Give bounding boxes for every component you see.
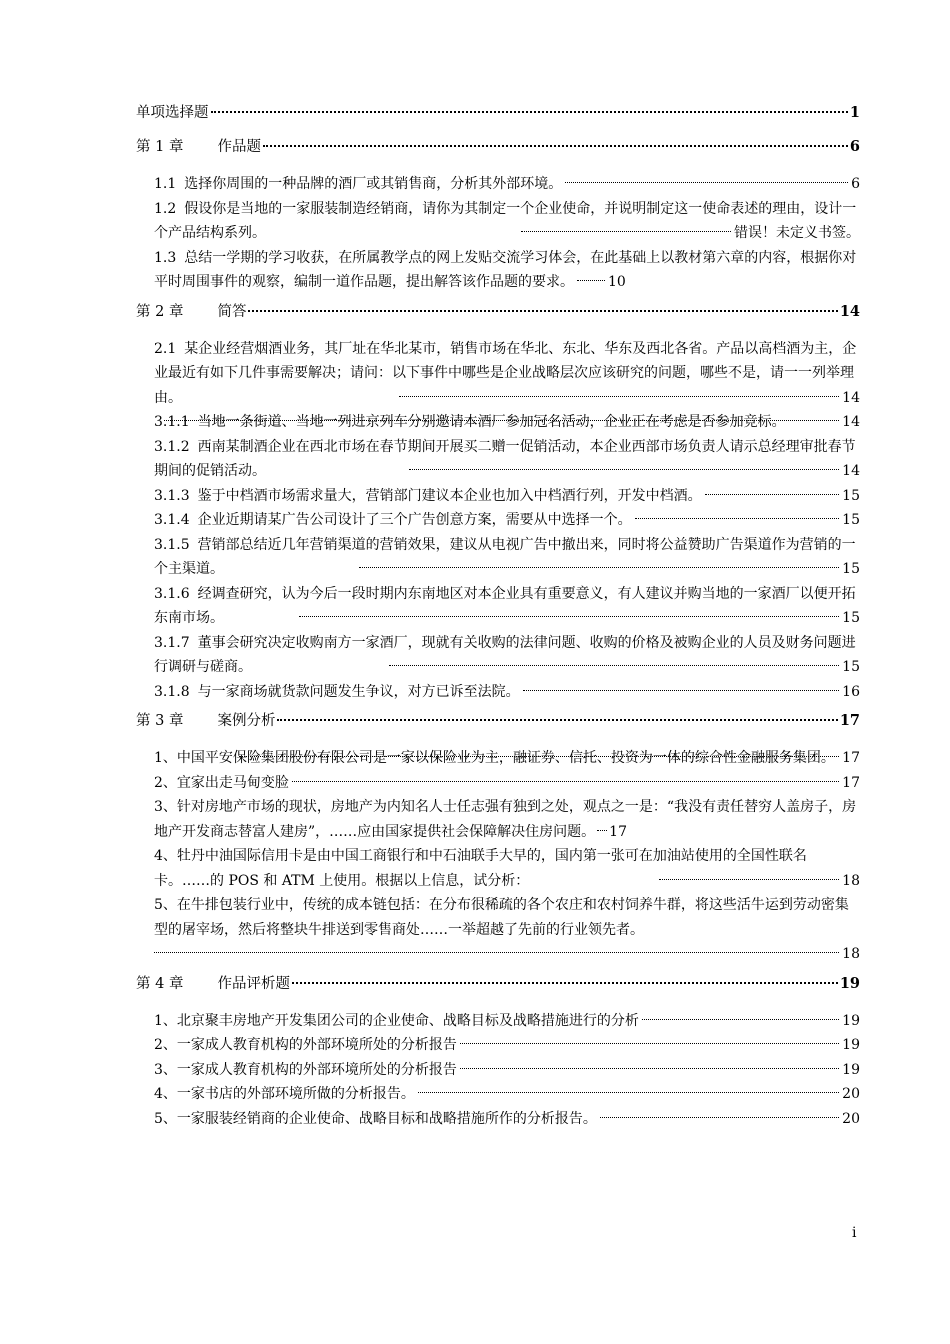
chapter-page: 14: [839, 302, 860, 320]
entry-number: 3、: [154, 799, 177, 815]
dot-leader: [277, 719, 837, 721]
entry-number: 2、: [154, 1037, 177, 1053]
entry-number: 2、: [154, 774, 177, 791]
toc-chapter[interactable]: [136, 295, 860, 329]
dot-leader: [635, 518, 840, 519]
toc-entry[interactable]: [136, 410, 860, 435]
entry-page: 14: [842, 414, 860, 430]
dot-leader: [154, 952, 839, 953]
dot-leader: [523, 690, 840, 691]
entry-page: 17: [609, 823, 627, 840]
entry-number: 2.1: [154, 340, 177, 357]
entry-text: 牡丹中油国际信用卡是由中国工商银行和中石油联手大早的，国内第一张可在加油站使用的全国性联名卡。……的 POS 和 ATM 上使用。根据以上信息，试分析：: [154, 848, 807, 889]
dot-leader: [565, 182, 848, 183]
chapter-page: 17: [839, 712, 860, 729]
entry-number: 3.1.8: [154, 683, 190, 700]
chapter-label: 第 2 章: [136, 303, 184, 320]
entry-text: 选择你周围的一种品牌的酒厂或其销售商，分析其外部环境。: [184, 176, 563, 192]
entry-text: 北京聚丰房地产开发集团公司的企业使命、战略目标及战略措施进行的分析: [176, 1012, 639, 1029]
chapter-title: 简答: [217, 303, 247, 320]
entry-page: 错误！未定义书签。: [734, 225, 860, 241]
entry-text: 一家服装经销商的企业使命、战略目标和战略措施所作的分析报告。: [176, 1110, 597, 1127]
toc-entry[interactable]: [136, 1058, 860, 1083]
toc-chapter[interactable]: [136, 130, 860, 164]
toc-entry[interactable]: [136, 844, 860, 893]
chapter-title: 作品题: [217, 139, 261, 155]
toc-entry[interactable]: [136, 1107, 860, 1132]
entry-page: 15: [842, 610, 860, 626]
entry-page: 14: [842, 463, 860, 479]
entry-text: 董事会研究决定收购南方一家酒厂，现就有关收购的法律问题、收购的价格及被购企业的人员及财务问题进行调研与磋商。: [154, 634, 856, 675]
entry-number: 3.1.6: [154, 585, 190, 602]
toc-entry[interactable]: [136, 172, 860, 197]
chapter-label: 第 4 章: [136, 975, 184, 992]
entry-text: 营销部总结近几年营销渠道的营销效果，建议从电视广告中撤出来，同时将公益赞助广告渠道作为营销的一个主渠道。: [154, 536, 856, 577]
toc-entry[interactable]: [136, 746, 860, 771]
entry-number: 1.1: [154, 176, 177, 192]
chapter-title: 案例分析: [217, 713, 276, 729]
entry-page: 17: [842, 774, 860, 791]
toc-chapter[interactable]: [136, 967, 860, 1001]
entry-page: 19: [842, 1012, 860, 1029]
chapter-label: 第 3 章: [136, 713, 184, 729]
dot-leader: [705, 494, 840, 495]
dot-leader: [642, 1019, 839, 1020]
entry-page: 19: [842, 1061, 860, 1078]
toc-entry[interactable]: [136, 246, 860, 295]
entry-number: 1.2: [154, 200, 177, 217]
entry-text: 西南某制酒企业在西北市场在春节期间开展买二赠一促销活动，本企业西部市场负责人请示总经理审批春节期间的促销活动。: [154, 438, 856, 479]
chapter-title: 作品评析题: [217, 975, 290, 992]
toc-entry[interactable]: [136, 337, 860, 411]
toc-entry[interactable]: [136, 1033, 860, 1058]
toc-entry-page-row: [136, 221, 860, 246]
chapter-page: 6: [849, 138, 860, 155]
entry-page: 15: [842, 659, 860, 675]
entry-text: 当地一条街道、当地一列进京列车分别邀请本酒厂参加冠名活动，企业正在考虑是否参加竞标。: [197, 414, 786, 430]
toc-entry[interactable]: [136, 771, 860, 796]
entry-number: 3.1.4: [154, 512, 190, 528]
dot-leader: [263, 145, 848, 147]
chapter-page: 1: [849, 104, 860, 121]
entry-number: 1、: [154, 1012, 177, 1029]
dot-leader: [600, 1117, 839, 1118]
toc-entry[interactable]: [136, 893, 860, 967]
toc-entry[interactable]: [136, 582, 860, 631]
toc-entry[interactable]: [136, 508, 860, 533]
table-of-contents: [136, 96, 860, 1131]
toc-entry[interactable]: [136, 1082, 860, 1107]
dot-leader: [292, 781, 839, 782]
entry-page: 17: [842, 750, 860, 766]
toc-entry[interactable]: [136, 435, 860, 484]
entry-page: 18: [842, 946, 860, 962]
entry-page: 19: [842, 1037, 860, 1053]
entry-text: 总结一学期的学习收获，在所属教学点的网上发贴交流学习体会，在此基础上以教材第六章的内容，根据你对平时周围事件的观察，编制一道作品题，提出解答该作品题的要求。: [154, 249, 857, 290]
entry-page: 10: [608, 274, 626, 290]
entry-text: 中国平安保险集团股份有限公司是一家以保险业为主，融证券、信托、投资为一体的综合性金融服务集团。: [176, 750, 835, 766]
entry-text: 经调查研究，认为今后一段时期内东南地区对本企业具有重要意义，有人建议并购当地的一家酒厂以便开拓东南市场。: [154, 585, 856, 626]
toc-chapter[interactable]: [136, 96, 860, 130]
entry-text: 与一家商场就货款问题发生争议，对方已诉至法院。: [197, 683, 520, 700]
entry-number: 4、: [154, 848, 177, 864]
dot-leader: [418, 1092, 839, 1093]
dot-leader: [460, 1068, 839, 1069]
entry-number: 4、: [154, 1086, 177, 1102]
entry-text: 宜家出走马甸变脸: [176, 774, 289, 791]
toc-entry[interactable]: [136, 795, 860, 844]
entry-number: 3、: [154, 1061, 177, 1078]
entry-text: 鉴于中档酒市场需求量大，营销部门建议本企业也加入中档酒行列，开发中档酒。: [197, 487, 702, 504]
entry-text: 一家成人教育机构的外部环境所处的分析报告: [176, 1061, 457, 1078]
dot-leader: [460, 1043, 839, 1044]
toc-entry[interactable]: [136, 631, 860, 680]
dot-leader: [211, 111, 848, 113]
chapter-page: 19: [839, 974, 860, 992]
chapter-label: 单项选择题: [136, 105, 209, 121]
toc-chapter[interactable]: [136, 704, 860, 738]
entry-text: 针对房地产市场的现状，房地产为内知名人士任志强有独到之处，观点之一是：“我没有责任替穷人盖房子，房地产开发商志替富人建房”，……应由国家提供社会保障解决住房问题。: [154, 799, 857, 840]
entry-page: 14: [842, 389, 860, 406]
entry-page: 18: [842, 872, 860, 889]
entry-page: 15: [842, 487, 860, 504]
entry-page: 20: [842, 1086, 860, 1102]
entry-text: 企业近期请某广告公司设计了三个广告创意方案，需要从中选择一个。: [197, 512, 632, 528]
toc-entry[interactable]: [136, 680, 860, 705]
toc-entry[interactable]: [136, 484, 860, 509]
dot-leader: [248, 310, 837, 312]
entry-number: 1、: [154, 750, 177, 766]
entry-number: 5、: [154, 897, 177, 913]
entry-number: 3.1.1: [154, 414, 190, 430]
entry-page: 16: [842, 683, 860, 700]
chapter-label: 第 1 章: [136, 139, 184, 155]
entry-text: 假设你是当地的一家服装制造经销商，请你为其制定一个企业使命，并说明制定这一使命表述的理由，设计一个产品结构系列。: [154, 200, 857, 241]
entry-page: 15: [842, 512, 860, 528]
entry-text: 一家书店的外部环境所做的分析报告。: [176, 1086, 415, 1102]
page-number: i: [852, 1225, 857, 1241]
entry-page: 20: [842, 1110, 860, 1127]
dot-leader: [292, 982, 838, 984]
entry-text: 一家成人教育机构的外部环境所处的分析报告: [176, 1037, 457, 1053]
toc-entry[interactable]: [136, 1009, 860, 1034]
toc-entry[interactable]: [136, 533, 860, 582]
entry-number: 3.1.5: [154, 536, 190, 553]
entry-page: 6: [851, 176, 860, 192]
entry-text: 在牛排包装行业中，传统的成本链包括：在分布很稀疏的各个农庄和农村饲养牛群，将这些活牛运到劳动密集型的屠宰场，然后将整块牛排送到零售商处……一举超越了先前的行业领先者。: [154, 897, 849, 938]
entry-number: 3.1.2: [154, 438, 190, 455]
entry-text: 某企业经营烟酒业务，其厂址在华北某市，销售市场在华北、东北、华东及西北各省。产品以高档酒为主，企业最近有如下几件事需要解决；请问：以下事件中哪些是企业战略层次应该研究的问题，哪些不是，请一一列举理由。: [154, 340, 857, 406]
entry-number: 1.3: [154, 249, 177, 266]
entry-number: 3.1.3: [154, 487, 190, 504]
entry-number: 3.1.7: [154, 634, 190, 651]
entry-page: 15: [842, 561, 860, 577]
entry-number: 5、: [154, 1110, 177, 1127]
